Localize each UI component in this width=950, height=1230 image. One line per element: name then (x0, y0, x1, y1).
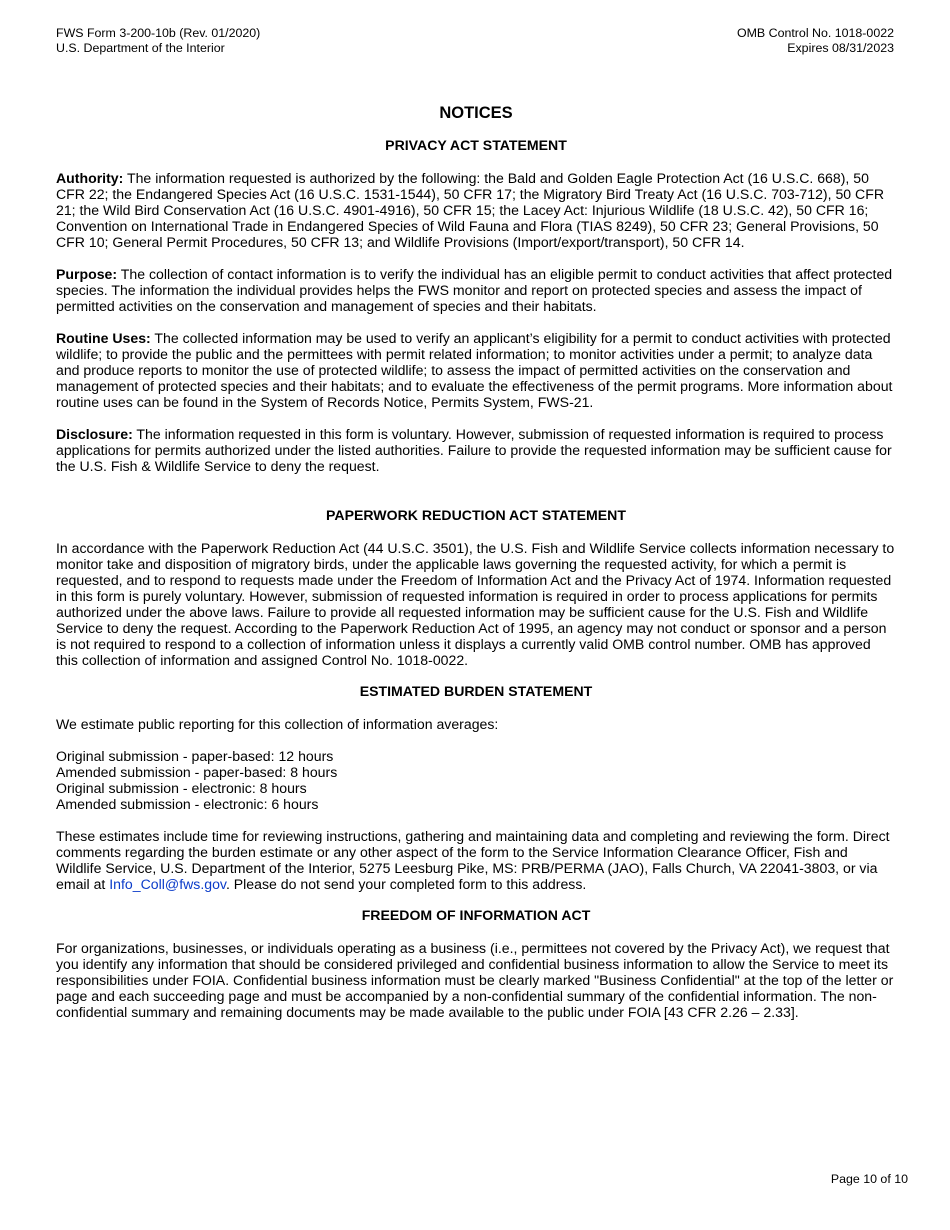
document-body (56, 103, 896, 1020)
burden-comments-text: These estimates include time for reviewing instructions, gathering and maintaining data and completing and reviewing the form. Direct comments regarding the burden estimate or any other aspect of the form to the Service Information Clearance Officer, Fish and Wildlife Service, U.S. Department of the Interior, 5275 Leesburg Pike, MS: PRB/PERMA (JAO), Falls Church, VA 22041-3803, or via email at (56, 828, 890, 892)
purpose-paragraph (56, 266, 896, 314)
routine-uses-paragraph (56, 330, 896, 410)
notices-title: NOTICES (439, 104, 513, 122)
header-right (737, 26, 894, 56)
page-header (56, 26, 894, 58)
privacy-act-heading: PRIVACY ACT STATEMENT (385, 137, 567, 153)
omb-control-number: OMB Control No. 1018-0022 (736, 26, 894, 40)
list-item: Amended submission - paper-based: 8 hours (56, 764, 338, 780)
disclosure-text: The information requested in this form is voluntary. However, submission of requested information is required to process applications for permits authorized under the listed authorities. Failure to provide the requested information may be sufficient cause for the U.S. Fish & Wildlife Service to deny the request. (56, 426, 892, 474)
authority-label: Authority: (56, 170, 124, 186)
routine-uses-text: The collected information may be used to verify an applicant’s eligibility for a permit to conduct activities with protected wildlife; to provide the public and the permittees with permit related information; to monitor activities under a permit; to analyze data and produce reports to monitor the use of protected wildlife; to assess the impact of permitted activities on the conservation and management of protected species and their habitats; and to evaluate the effectiveness of the permit programs. More information about routine uses can be found in the System of Records Notice, Permits System, FWS-21. (56, 330, 893, 410)
burden-statement-heading: ESTIMATED BURDEN STATEMENT (359, 683, 593, 699)
burden-comments-text-end: . Please do not send your completed form to this address. (225, 876, 587, 892)
burden-hours-list (56, 748, 896, 812)
disclosure-label: Disclosure: (56, 426, 133, 442)
authority-text: The information requested is authorized by the following: the Bald and Golden Eagle Protection Act (16 U.S.C. 668), 50 CFR 22; the Endangered Species Act (16 U.S.C. 1531-1544), 50 CFR 17; the Migratory Bird Treaty Act (16 U.S.C. 703-712), 50 CFR 21; the Wild Bird Conservation Act (16 U.S.C. 4901-4916), 50 CFR 15; the Lacey Act: Injurious Wildlife (18 U.S.C. 42), 50 CFR 16; Convention on International Trade in Endangered Species of Wild Fauna and Flora (TIAS 8249), 50 CFR 23; General Provisions, 50 CFR 10; General Permit Procedures, 50 CFR 13; and Wildlife Provisions (Import/export/transport), 50 CFR 14. (56, 170, 885, 250)
purpose-label: Purpose: (56, 266, 118, 282)
foia-heading: FREEDOM OF INFORMATION ACT (361, 907, 591, 923)
authority-paragraph (56, 170, 896, 250)
routine-uses-label: Routine Uses: (56, 330, 151, 346)
email-link[interactable]: Info_Coll@fws.gov (109, 876, 226, 892)
paperwork-reduction-heading: PAPERWORK REDUCTION ACT STATEMENT (326, 507, 626, 523)
paperwork-paragraph: In accordance with the Paperwork Reduction Act (44 U.S.C. 3501), the U.S. Fish and Wildlife Service collects information necessary to monitor take and disposition of migratory birds, under the applicable laws governing the requested activity, for which a permit is requested, and to respond to requests made under the Freedom of Information Act and the Privacy Act of 1974. Information requested in this form is purely voluntary. However, submission of requested information is required in order to process applications for permits authorized under the above laws. Failure to provide all requested information may be sufficient cause for the U.S. Fish and Wildlife Service to deny the request. According to the Paperwork Reduction Act of 1995, an agency may not conduct or sponsor and a person is not required to respond to a collection of information unless it displays a currently valid OMB control number. OMB has approved this collection of information and assigned Control No. 1018-0022. (56, 540, 895, 668)
list-item: Amended submission - electronic: 6 hours (56, 796, 319, 812)
list-item: Original submission - paper-based: 12 hours (56, 748, 334, 764)
form-number: FWS Form 3-200-10b (Rev. 01/2020) (56, 26, 261, 40)
header-left (56, 26, 260, 56)
purpose-text: The collection of contact information is to verify the individual has an eligible permit to conduct activities that affect protected species. The information the individual provides helps the FWS monitor and report on protected species and assess the impact of permitted activities on the conservation and management of species and their habitats. (56, 266, 893, 314)
burden-comments-paragraph (56, 828, 896, 892)
foia-paragraph: For organizations, businesses, or individuals operating as a business (i.e., permittees not covered by the Privacy Act), we request that you identify any information that should be considered privileged and confidential business information to allow the Service to meet its responsibilities under FOIA. Confidential business information must be clearly marked "Business Confidential" at the top of the letter or page and each succeeding page and must be accompanied by a non-confidential summary of the confidential information. The non-confidential summary and remaining documents may be made available to the public under FOIA [43 CFR 2.26 – 2.33]. (56, 940, 894, 1020)
department-name: U.S. Department of the Interior (56, 41, 225, 55)
burden-intro: We estimate public reporting for this collection of information averages: (56, 716, 499, 732)
disclosure-paragraph (56, 426, 896, 474)
page-number: Page 10 of 10 (830, 1172, 908, 1186)
expiration-date: Expires 08/31/2023 (787, 41, 894, 55)
list-item: Original submission - electronic: 8 hours (56, 780, 307, 796)
